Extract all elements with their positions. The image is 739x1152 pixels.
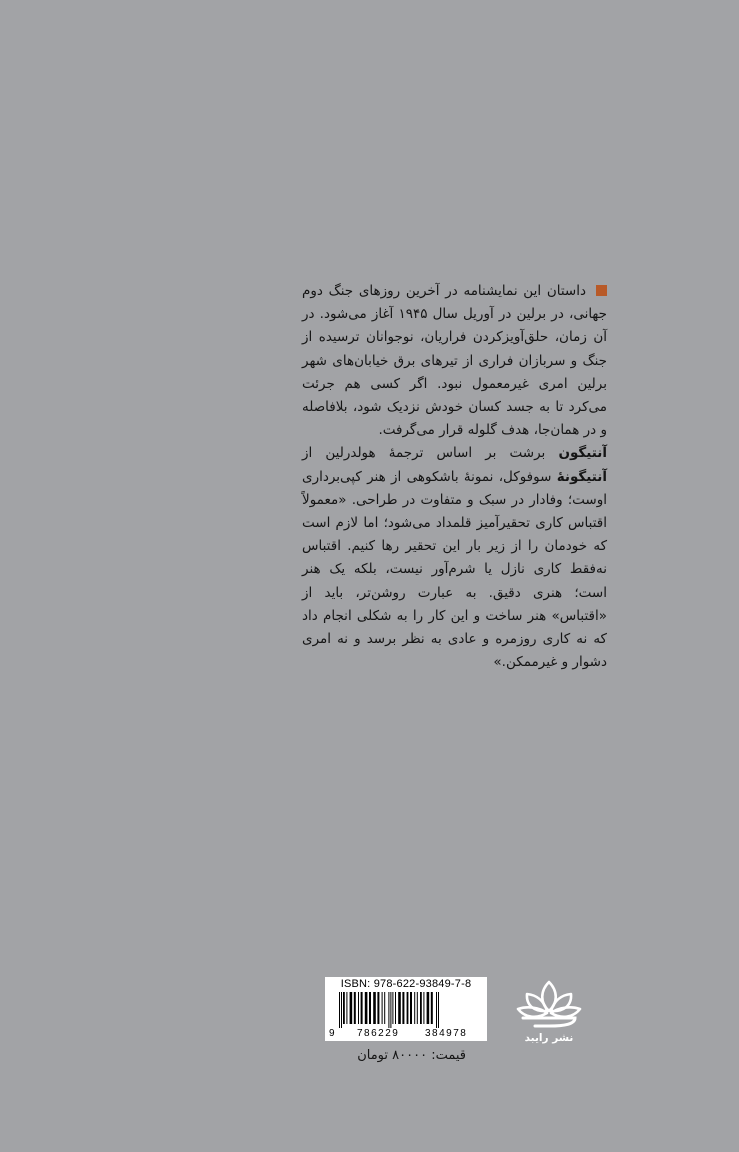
isbn-barcode [325,977,487,1041]
barcode-bar [377,992,379,1024]
book-title-sophocles-antigone: آنتیگونهٔ [556,468,607,485]
description-paragraph-2 [302,442,607,674]
barcode-bar [410,992,412,1024]
barcode-bar [341,992,342,1028]
barcode-bar [350,992,353,1024]
barcode-bar [339,992,340,1028]
barcode-bar [365,992,368,1024]
bullet-square-icon [596,285,607,296]
barcode-bar [417,992,418,1024]
description-paragraph-1 [302,280,607,442]
barcode-bar [436,992,437,1028]
barcode-bar [420,992,422,1024]
barcode-bar [438,992,439,1028]
barcode-digits-left: 786229 [357,1028,400,1039]
barcode-digits-right: 384978 [425,1028,468,1039]
barcode-bar [398,992,401,1024]
barcode-bar [343,992,345,1024]
barcode-bar [382,992,383,1024]
barcode-bar [414,992,415,1024]
barcode-bar [407,992,409,1024]
barcode-bar [369,992,371,1024]
back-cover-description [302,280,607,674]
barcode-bars [331,992,481,1028]
book-title-antigone: آنتیگون [558,445,607,462]
paragraph-2-text-b: سوفوکل، نمونهٔ باشکوهی از هنر کپی‌برداری اوست؛ وفادار در سبک و متفاوت در طراحی. «معمولاً اقتباس کاری تحقیرآمیز قلمداد می‌شود؛ اما لازم است که خودمان را از زیر بار این تحقیر رها کنیم. اقتباس نه‌فقط کاری نازل یا شرم‌آور نیست، بلکه یک هنر است؛ هنری دقیق. به عبارت روشن‌تر، باید از «اقتباس» هنر ساخت و این کار را به شکلی انجام داد که نه کاری روزمره و عادی به نظر برسد و نه امری دشوار و غیرممکن.» [302,468,607,671]
barcode-bar [395,992,396,1024]
barcode-bar [402,992,404,1024]
barcode-bar [354,992,356,1024]
publisher-name: نشر رایبد [524,1032,574,1044]
barcode-bar [361,992,363,1024]
barcode-bar [392,992,393,1024]
paragraph-1-text: داستان این نمایشنامه در آخرین روزهای جنگ دوم جهانی، در برلین در آوریل سال ۱۹۴۵ آغاز می‌شود. در آن زمان، حلق‌آویزکردن فراریان، نوجوانان ترسیده از جنگ و سربازان فراری از تیرهای برق خیابان‌های شهر برلین امری غیرمعمول نبود. اگر کسی هم جرئت می‌کرد تا به جسد کسان خودش نزدیک شود، بلافاصله و در همان‌جا، هدف گلوله قرار می‌گرفت. [302,283,608,439]
paragraph-2-text-a: برشت بر اساس ترجمهٔ هولدرلین از [302,445,559,462]
isbn-number: ISBN: 978-622-93849-7-8 [340,978,472,990]
barcode-bar [358,992,359,1024]
barcode-bar [423,992,424,1024]
barcode-bar [388,992,389,1028]
barcode-bar [346,992,347,1024]
price-label: قیمت: ۸۰۰۰۰ تومان [357,1048,466,1063]
barcode-bar [431,992,433,1024]
barcode-bar [373,992,376,1024]
barcode-bar [384,992,385,1024]
barcode-digit-first: 9 [329,1028,335,1039]
barcode-bar [427,992,430,1024]
barcode-bar [390,992,391,1028]
